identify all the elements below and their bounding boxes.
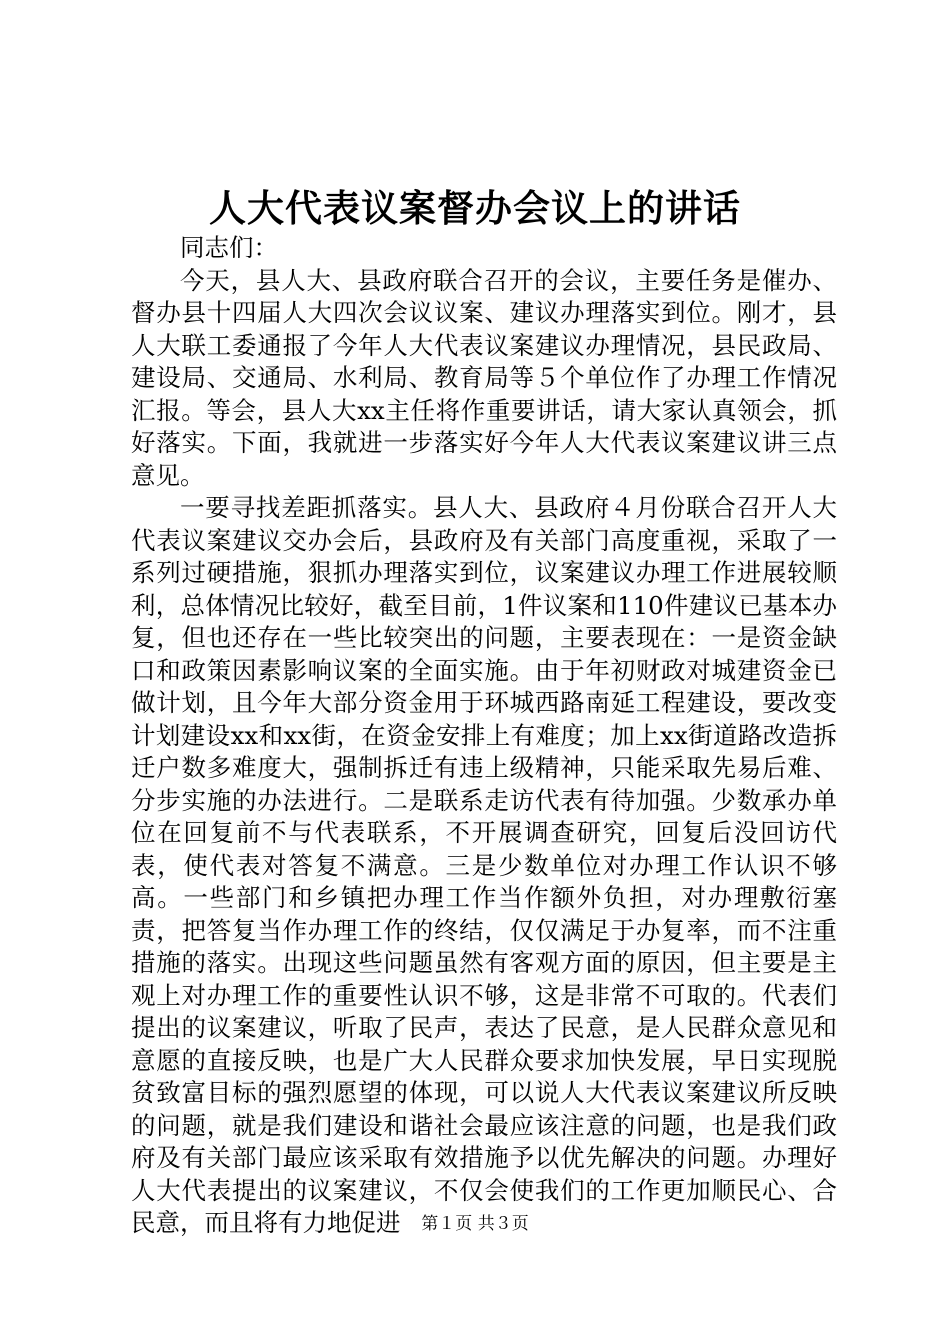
document-title: 人大代表议案督办会议上的讲话: [209, 186, 741, 230]
document-body: [131, 232, 837, 1240]
paragraph-1: 今天，县人大、县政府联合召开的会议，主要任务是催办、督办县十四届人大四次会议议案、建议办理落实到位。刚才，县人大联工委通报了今年人大代表议案建议办理情况，县民政局、建设局、交通局、水利局、教育局等５个单位作了办理工作情况汇报。等会，县人大xx主任将作重要讲话，请大家认真领会，抓好落实。下面，我就进一步落实好今年人大代表议案建议讲三点意见。: [131, 265, 837, 490]
paragraph-2: 一要寻找差距抓落实。县人大、县政府４月份联合召开人大代表议案建议交办会后，县政府及有关部门高度重视，采取了一系列过硬措施，狠抓办理落实到位，议案建议办理工作进展较顺利，总体情况比较好，截至目前，1件议案和110件建议已基本办复，但也还存在一些比较突出的问题，主要表现在：一是资金缺口和政策因素影响议案的全面实施。由于年初财政对城建资金已做计划，且今年大部分资金用于环城西路南延工程建设，要改变计划建设xx和xx街，在资金安排上有难度；加上xx街道路改造拆迁户数多难度大，强制拆迁有违上级精神，只能采取先易后难、分步实施的办法进行。二是联系走访代表有待加强。少数承办单位在回复前不与代表联系，不开展调查研究，回复后没回访代表，使代表对答复不满意。三是少数单位对办理工作认识不够高。一些部门和乡镇把办理工作当作额外负担，对办理敷衍塞责，把答复当作办理工作的终结，仅仅满足于办复率，而不注重措施的落实。出现这些问题虽然有客观方面的原因，但主要是主观上对办理工作的重要性认识不够，这是非常不可取的。代表们提出的议案建议，听取了民声，表达了民意，是人民群众意见和意愿的直接反映，也是广大人民群众要求加快发展，早日实现脱贫致富目标的强烈愿望的体现，可以说人大代表议案建议所反映的问题，就是我们建设和谐社会最应该注意的问题，也是我们政府及有关部门最应该采取有效措施予以优先解决的问题。办理好人大代表提出的议案建议，不仅会使我们的工作更加顺民心、合民意，而且将有力地促进: [131, 493, 837, 1237]
page-footer: 第１页 共３页: [421, 1214, 529, 1234]
salutation: 同志们：: [180, 233, 278, 262]
